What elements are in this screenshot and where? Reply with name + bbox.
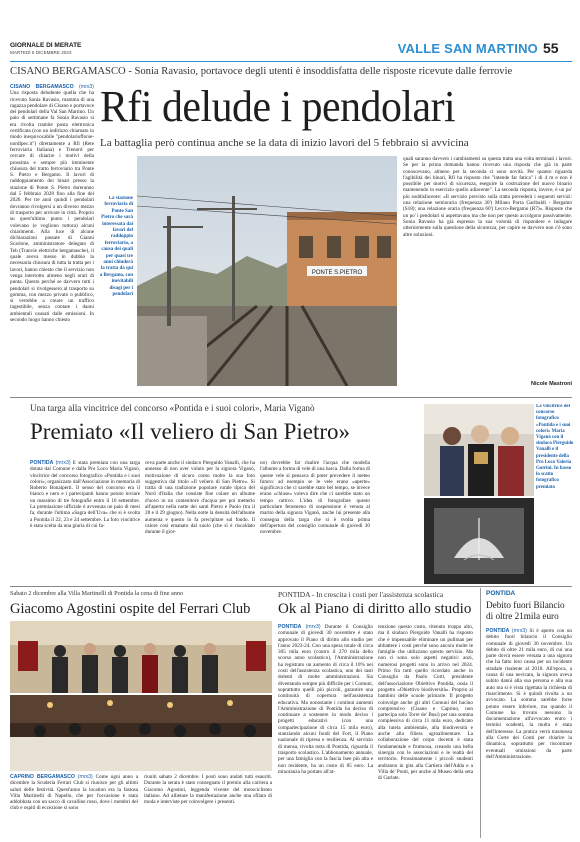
body-text: Come ogni anno a dicembre la Scuderia Ferrari Club si riunisce per gli ultimi saluti delle festività. Quest'anno la location era la fastosa Villa Martinelli di Napello, che per l'occasione è stata addobbata con un sacco di cavalline rossi, dove i membri del club e ospiti di eccezione si sono: [10, 774, 138, 812]
dateline-code: (mrx3): [511, 628, 527, 634]
dateline-code: (mrx3): [305, 624, 321, 630]
body-text: riuniti sabato 2 dicembre. I posti sono andati tutti esauriti. Durante la serata è stato consegnato il premio alla carriera a Giacomo Agostini, leggenda vivente del motociclismo italiano. Ad allietare la manifestazione anche una sfilata di moda e interviste per coinvolgere i presenti.: [144, 774, 272, 806]
top-story-photo-caption: [99, 196, 133, 332]
dateline: PONTIDA: [278, 624, 302, 630]
dateline-code: (mrx3): [77, 774, 93, 780]
story2-title: Premiato «Il veliero di San Pietro»: [30, 419, 351, 444]
top-story-title: Rfi delude i pendolari: [100, 82, 456, 131]
top-story-subtitle: La battaglia però continua anche se la data di inizio lavori del 5 febbraio si avvicina: [100, 137, 469, 149]
page-number: 55: [543, 40, 559, 56]
body-text: Una risposta deludente quella che ha ricevuto Sonia Ravasio, mamma di una ragazza pendolare di Cisano e portavoce dei pendolari della Val San Martino. Un paio di settimane fa Sonia Ravasio si era rivolta tramite posta elettronica certificata (con un indirizzo chiamato in modo inequivocabile "pendolariofforse-nordlpec.it") direttamente a Rfi (Rete ferroviaria Italiana) e Trenord per cercare di chiarire i motivi della prossima e sempre più imminente chiusura del tratto ferroviario tra Ponte S. Pietro e Bergamo. Il lavori di raddoppiamento dei binari presso la stazione di Ponte S. Pietro dureranno dal 5 febbraio 2028 fino alla fine del 2026. Per tre anni quindi i pendolari dovranno rivolgersi a un diverso mezzo di trasporto per arrivare in città. Proprio su quest'ultimo punto i pendolari volevano (e vogliono tuttora) alcuni chiarimenti. Alla luce di alcune dichiarazioni passate di Gianni Scarlone, amministratore delegato di Teb (Tranvie elettriche bergamasche), il quale aveva messo in dubbio la necessaria chiusura di tutta la tratta per i lavori, hanno chiesto che il servizio non venga interrotto almeno negli orari di punta. Questo perché se davvero tutti i pendolari si rivolgessero al trasporto su gomma, con mezzo privato o pubblico, si verrebbe a creare un traffico ingestibile, senza contare i danni ambientali causati dalle emissioni. In secondo luogo hanno chiesto: [10, 90, 94, 323]
masthead: [10, 40, 572, 60]
story2-photo-caption: [536, 404, 574, 582]
story2-col1: [30, 460, 140, 578]
dateline: PONTIDA: [30, 460, 54, 466]
dateline: PONTIDA: [486, 628, 510, 634]
story4-col2: [378, 624, 473, 838]
top-story-kicker: CISANO BERGAMASCO - Sonia Ravasio, portavoce degli utenti è insoddisfatta delle risposte ricevute dalle ferrovie: [10, 66, 513, 77]
paper-name: GIORNALE DI MERATE: [10, 42, 82, 49]
story2-col3: [260, 460, 370, 578]
dateline-code: (mrx3): [79, 84, 94, 90]
top-story-col1: [10, 84, 94, 390]
caption-text: La vincitrice del concorso fotografico «Pontida e i suoi colori» Maria Viganò con il sindaco Pierguido Vanalli e il presidente della Pro Loco Valeria Gotrini. In basso lo scatto fotografico premiato: [536, 404, 574, 490]
story4-kicker: PONTIDA - In crescita i costi per l'assistenza scolastica: [278, 590, 444, 599]
caption-text: La stazione ferroviaria di Ponte San Pietro che sarà interessata dai lavori del raddoppio ferroviario, a causa dei quali per quasi tre anni chiuderà la tratta da qui a Bergamo, con inevitabili disagi per i pendolari: [99, 196, 133, 298]
award-photo: [424, 404, 534, 496]
paper-date: MARTEDÌ 5 DICEMBRE 2023: [10, 50, 72, 55]
story2-col2: [145, 460, 255, 578]
dateline-code: (mrx3): [55, 460, 71, 466]
dateline: CISANO BERGAMASCO: [10, 84, 74, 90]
story3-col1: [10, 774, 138, 838]
story5-kicker: PONTIDA: [486, 590, 516, 597]
body-text: no) dovrebbe far risalire l'acqua che modella l'albume a forma di vele di una barca. Dalla forma di queste vele si pensava di poter prevedere il meteo futuro: ad esempio se le vele erano «aperte» significava che ci sarebbe stato bel tempo, se invece erano «chiuse» voleva dire che ci sarebbe stato un tempo cattivo. L'idea di fotografare questo particolare fenomeno di sospensione è venuta al marito della signora Viganò, anche lui presente alla consegna della targa che si è svolta prima dell'apertura del consiglio comunale di giovedì 30 novembre.: [260, 460, 370, 536]
top-story-author: Nicole Mastroni: [531, 381, 572, 387]
ferrari-club-photo-2: [10, 695, 272, 771]
story2-kicker: Una targa alla vincitrice del concorso «Pontida e i suoi colori», Maria Viganò: [30, 403, 315, 413]
story3-title: Giacomo Agostini ospite del Ferrari Club: [10, 601, 251, 617]
story3-kicker: Sabato 2 dicembre alla Villa Martinelli di Pontida la cena di fine anno: [10, 590, 184, 597]
body-text: Durante il Consiglio comunale di giovedì 30 novembre è stato approvato il Piano di diritto allo studio per l'anno 2023-24. Con una spesa totale di circa 305 mila euro (contro il 270 mila dello scorso anno scolastico), l'Amministrazione ha registrato un aumento di circa il 10% nei costi dell'assistenza scolastica, uno dei tasti dolenti di molte amministrazioni. Sia diventando sempre più difficile per i Comuni, soprattutto quelli più piccoli, garantire una continuità di copertura nell'assistenza educativa. Ma nonostante i continui aumenti l'Amministrazione di Pontida ha deciso di continuare a sostenere in modo deciso i progetti educativi (con una compartecipazione di circa 15 mila euro), stanziando alcuni fondi del Fort, il Piano nazionale di ripresa e resilienza. Al servizio di mensa, rivolta tutta di Pontida, riguarda il trasporto scolastico. L'abbonamento annuale, per una famiglia con la fascia Isee più alta e non residente, ha un costo di 85 euro. La minoranza ha portato all'at-: [278, 624, 373, 775]
station-sign: PONTE S.PIETRO: [311, 270, 363, 276]
body-text: Si è aperto con un debito fuori bilancio il Consiglio comunale di giovedì 30 novembre. Un debito di oltre 21 mila euro, di cui una parte dovrà essere versata a una signora che ha fatto loro causa per un incidente stradale risalente al 2018. All'epoca, a causa di una nevicata, la signora aveva subito danni alla sua persona e alla sua auto ma si è vista rigettata la richiesta di risarcimento. Si è quindi rivolta a un avvocato. La somma sarebbe forse potuto essere inferiore, ma quando il Comune ha trovato nessuno la documentazione all'avvocato entro i termini scadenti, la multa è stata dell'interesse. La pratica verrà trasmessa alla Corte dei Conti per chiarire la dinamica, soprattutto per riscontrare eventuali omissioni da parte dell'Amministrazione.: [486, 628, 572, 760]
story4-col1: [278, 624, 373, 838]
veliero-photo: [424, 498, 534, 584]
body-text: ceva parte anche il sindaco Pierguido Vanalli, che ha annesso di non aver voluto per la signora Viganò, motivazione di sicuro conto molto la sua foto suggestiva dal titolo «Il veliero di San Pietro». Si tratta di una tradizione popolare rurale tipica del Nord d'Italia che consiste fine colare un albume d'uovo in un contenitore d'acqua per poi metterlo all'aperto nella notte dei santi Pietro e Paolo (tra il 28 e il 29 giugno). Nella notte la densità dell'albume aumenta e questo lo fa precipitare sul fondo. Il calore così emanato dal suolo (che si è riscaldato durante il gior-: [145, 460, 255, 536]
station-photo: [137, 156, 397, 386]
ferrari-club-photo-1: [10, 621, 272, 693]
story4-title: Ok al Piano di diritto allo studio: [278, 601, 472, 617]
section-name: VALLE SAN MARTINO: [397, 41, 538, 56]
body-text: tenzione questo costo, ritenuto troppo alto, ma il sindaco Pierguido Vanalli ha risposto che è impensabile eliminare un pullman per abbattere i costi perché sono ancora molte le famiglie che utilizzano questo servizio. Ma non ci sono solo aspetti negativi: anzi, numerosi progetti sono in arrivo nel 2024. Primo fra tutti quello ricordato anche in Consiglio da Paolo Corti, presidente dell'associazione Obiettivo Pontida, ossia il progetto «Obiettivo biodiversità». Proprio ai bambini delle scuole primarie. Il progetto coinvolge anche gli altri Comuni del bacino comprensivo (Cisano e Caprino, non partecipa solo Torre de' Busi) per una somma complessiva di circa 11 mila euro, dedicato alla tutela ambientale, alla biodiversità e anche alla filiera agroalimentare. La collaborazione del corpo docenti è stata fondamentale e fruttuosa, creando una bella sinergia con le associazioni e le realtà del territorio. Prossimamente i piccoli studenti andranno in gita alla Cartiera dell'Adda e a Villa de' Ponti, per anche al Museo della seta di Garlate.: [378, 624, 473, 782]
story3-col2: [144, 774, 272, 838]
dateline: CAPRINO BERGAMASCO: [10, 774, 75, 780]
story5-title: Debito fuori Bilancio di oltre 21mila euro: [486, 600, 565, 621]
story5-col1: [486, 628, 572, 838]
body-text: quali saranno davvero i cambiamenti su questa tratta una volta terminati i lavori. Se per la prima domanda hanno ricevuto una risposta che già in parte conoscevano, almeno per la seconda ci sono novità. Per quanto riguarda l'agibilità dei binari, Rfi ha risposto che "intende far fatica" i di 4 m e non è possibile per motivi di sicurezza, eseguire la costruzione del nuovo binario mantenendo in esercizio quello adiacente". La seconda risposta, invece, è un po' più soddisfacente: «Il servizio previsto sulla tratta prevederà i seguenti servizi: una relazione semioraria (frequenza 30') Milano Porta Garibaldi - Bergamo (S18); una relazione oraria (frequenza 60') Lecco-Bergamo (R7)». Risposte che un po' i pendolari si aspettavano ma che non per questo accolgono passivamente. Sonia Ravasio ha già espresso la sua volontà di rispondere e indagare ulteriormente sulla questione della sicurezza, per capire se davvero non c'è sono altre soluzioni.: [403, 156, 572, 238]
body-text: È stata premiata con una targa dotata dal Comune e dalla Pro Loco Maria Viganò, vincitrice del concorso fotografico «Pontida e i suoi colori», organizzato dall'Associazione in memoria di Roberto Bonaiperti. Il senso del concorso era il bianco e nero e i partecipanti hanno potuto inviare un massimo di tre fotografie entro il 16 settembre. La premiazione ufficiale è avvenuta un paio di mesi fa, durante l'ultima «Sagra dell'Uva» che si è svolta a Pontida il 22, 23 e 24 settembre. La foto vincitrice è stata scelta da una giuria di cui fa-: [30, 460, 140, 529]
top-story-col3: [403, 156, 572, 384]
